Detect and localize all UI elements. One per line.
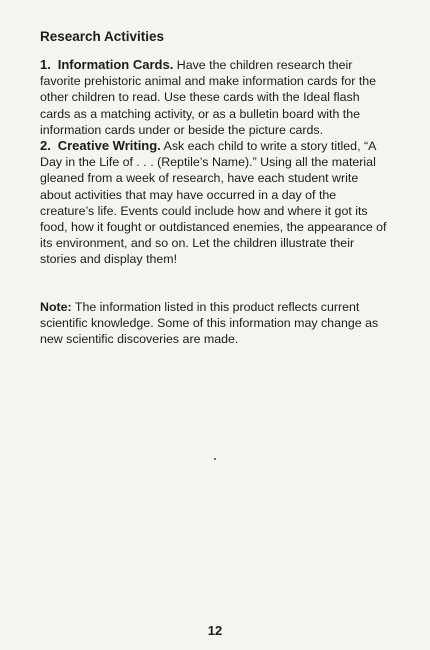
note-paragraph <box>40 299 390 348</box>
activity-creative-writing <box>40 138 390 268</box>
section-title: Research Activities <box>40 29 165 44</box>
stray-dot <box>214 458 216 460</box>
note-text: The information listed in this product reflects current scientific knowledge. Some of this information may change as new scientific discoveries are made. <box>40 299 379 347</box>
note-heading: Note: <box>40 299 72 314</box>
item-heading: Information Cards. <box>57 57 174 72</box>
item-number: 2. <box>40 138 51 154</box>
item-heading: Creative Writing. <box>57 138 161 154</box>
item-text: Ask each child to write a story titled, “A Day in the Life of . . . (Reptile’s Name).” Using all the material gleaned from a week of research, have each student write about activities that may have occurred in a day of the creature’s life. Events could include how and where it got its food, how it fought or outdistanced enemies, the appearance of its environment, and so on. Let the children illustrate their stories and display them! <box>40 139 387 267</box>
item-text: Have the children research their favorite prehistoric animal and make information cards for the other children to read. Use these cards with the Ideal flash cards as a matching activity, or as a bulletin board with the information cards under or beside the picture cards. <box>40 58 377 137</box>
page-number: 12 <box>207 623 223 638</box>
activity-information-cards <box>40 57 390 138</box>
item-number: 1. <box>40 57 51 72</box>
page-content <box>40 28 390 360</box>
